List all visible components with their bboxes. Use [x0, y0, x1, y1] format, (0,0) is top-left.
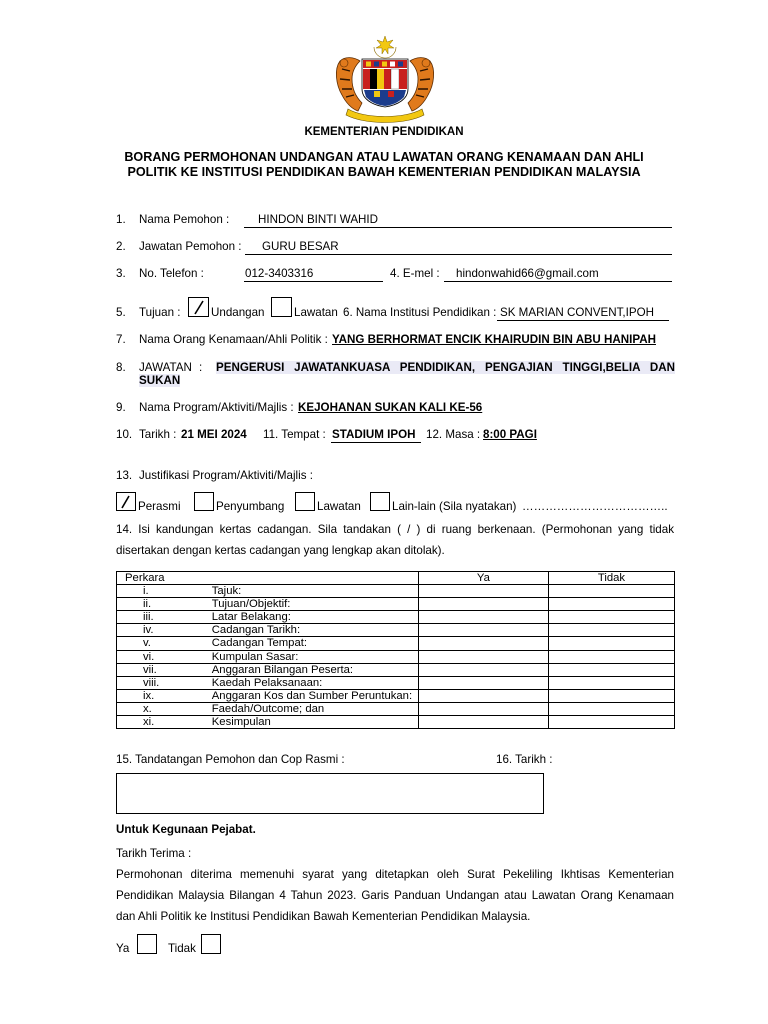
- field12-label: 12. Masa :: [426, 428, 481, 441]
- header-tidak: Tidak: [548, 572, 674, 585]
- office-tidak-checkbox[interactable]: [201, 934, 221, 954]
- tidak-cell[interactable]: [548, 624, 674, 637]
- row-item: Cadangan Tarikh:: [208, 624, 419, 637]
- date-received-label: Tarikh Terima :: [116, 847, 192, 860]
- field6-line: [497, 320, 669, 321]
- ministry-name: KEMENTERIAN PENDIDIKAN: [304, 126, 464, 138]
- row-number: iii.: [117, 611, 208, 624]
- undangan-label: Undangan: [211, 306, 265, 319]
- ya-cell[interactable]: [418, 650, 548, 663]
- vip-position-line1[interactable]: PENGERUSI JAWATANKUASA PENDIDIKAN, PENGAJIAN TINGGI,BELIA DAN: [216, 361, 675, 374]
- perasmi-checkbox[interactable]: [116, 492, 136, 511]
- office-use-heading: Untuk Kegunaan Pejabat.: [116, 823, 256, 836]
- table-row: [117, 624, 675, 637]
- table-row: [117, 663, 675, 676]
- header-perkara: Perkara: [117, 572, 419, 585]
- tidak-cell[interactable]: [548, 676, 674, 689]
- lawatan-justification-checkbox[interactable]: [295, 492, 315, 511]
- table-row: [117, 676, 675, 689]
- row-number: vii.: [117, 663, 208, 676]
- row-item: Kumpulan Sasar:: [208, 650, 419, 663]
- tidak-cell[interactable]: [548, 689, 674, 702]
- field3-label: No. Telefon :: [139, 267, 204, 280]
- field7-number: 7.: [116, 333, 126, 346]
- field4-line: [444, 281, 672, 282]
- field2-number: 2.: [116, 240, 126, 253]
- row-number: ii.: [117, 598, 208, 611]
- venue-value[interactable]: STADIUM IPOH: [332, 428, 416, 441]
- row-number: iv.: [117, 624, 208, 637]
- header-ya: Ya: [418, 572, 548, 585]
- ya-cell[interactable]: [418, 663, 548, 676]
- field7-label: Nama Orang Kenamaan/Ahli Politik :: [139, 333, 328, 346]
- row-number: i.: [117, 585, 208, 598]
- field10-label: Tarikh :: [139, 428, 177, 441]
- check-slash-icon: [189, 298, 208, 316]
- field1-line: [244, 227, 672, 228]
- office-ya-checkbox[interactable]: [137, 934, 157, 954]
- ya-cell[interactable]: [418, 585, 548, 598]
- table-row: [117, 585, 675, 598]
- row-number: xi.: [117, 716, 208, 729]
- ya-cell[interactable]: [418, 702, 548, 715]
- table-row: [117, 716, 675, 729]
- vip-position-line2[interactable]: SUKAN: [139, 374, 181, 387]
- ya-cell[interactable]: [418, 716, 548, 729]
- penyumbang-label: Penyumbang: [216, 500, 285, 513]
- tidak-cell[interactable]: [548, 702, 674, 715]
- field8-number: 8.: [116, 361, 126, 374]
- signature-date-label: 16. Tarikh :: [496, 753, 553, 766]
- row-item: Anggaran Kos dan Sumber Peruntukan:: [208, 689, 419, 702]
- field11-line: [331, 442, 421, 443]
- table-row: [117, 637, 675, 650]
- table-row: [117, 650, 675, 663]
- tidak-cell[interactable]: [548, 611, 674, 624]
- program-name-value[interactable]: KEJOHANAN SUKAN KALI KE-56: [298, 401, 483, 414]
- form-title-line2: POLITIK KE INSTITUSI PENDIDIKAN BAWAH KEMENTERIAN PENDIDIKAN MALAYSIA: [127, 165, 641, 179]
- row-item: Tajuk:: [208, 585, 419, 598]
- field2-line: [245, 254, 672, 255]
- form-title-line1: BORANG PERMOHONAN UNDANGAN ATAU LAWATAN ORANG KENAMAAN DAN AHLI: [124, 150, 644, 164]
- crest-left-tiger: [336, 58, 362, 111]
- email-value[interactable]: hindonwahid66@gmail.com: [456, 267, 599, 280]
- field13-label: Justifikasi Program/Aktiviti/Majlis :: [139, 469, 313, 482]
- row-item: Kaedah Pelaksanaan:: [208, 676, 419, 689]
- row-item: Anggaran Bilangan Peserta:: [208, 663, 419, 676]
- field3-line: [244, 281, 383, 282]
- crest-shield: [362, 59, 408, 107]
- office-tidak-label: Tidak: [168, 942, 196, 955]
- field1-label: Nama Pemohon :: [139, 213, 230, 226]
- tidak-cell[interactable]: [548, 585, 674, 598]
- row-number: x.: [117, 702, 208, 715]
- ya-cell[interactable]: [418, 637, 548, 650]
- field5-label: Tujuan :: [139, 306, 181, 319]
- row-item: Tujuan/Objektif:: [208, 598, 419, 611]
- row-number: v.: [117, 637, 208, 650]
- lawatan-label: Lawatan: [294, 306, 338, 319]
- crest-star-crescent: [374, 36, 396, 58]
- crest-right-tiger: [408, 58, 434, 111]
- table-row: [117, 702, 675, 715]
- proposal-contents-table: [116, 571, 675, 729]
- row-item: Cadangan Tempat:: [208, 637, 419, 650]
- table-row: [117, 598, 675, 611]
- office-ya-label: Ya: [116, 942, 130, 955]
- field5-number: 5.: [116, 306, 126, 319]
- field11-label: 11. Tempat :: [263, 428, 326, 441]
- ya-cell[interactable]: [418, 611, 548, 624]
- row-item: Latar Belakang:: [208, 611, 419, 624]
- tidak-cell[interactable]: [548, 716, 674, 729]
- tidak-cell[interactable]: [548, 598, 674, 611]
- tidak-cell[interactable]: [548, 650, 674, 663]
- field9-number: 9.: [116, 401, 126, 414]
- field1-number: 1.: [116, 213, 126, 226]
- date-value[interactable]: 21 MEI 2024: [181, 428, 247, 441]
- row-item: Faedah/Outcome; dan: [208, 702, 419, 715]
- field6-label: 6. Nama Institusi Pendidikan :: [343, 306, 497, 319]
- field9-label: Nama Program/Aktiviti/Majlis :: [139, 401, 294, 414]
- signature-label: 15. Tandatangan Pemohon dan Cop Rasmi :: [116, 753, 345, 766]
- field13-number: 13.: [116, 469, 133, 482]
- vip-name-value[interactable]: YANG BERHORMAT ENCIK KHAIRUDIN BIN ABU HANIPAH: [332, 333, 656, 346]
- applicant-name-value[interactable]: HINDON BINTI WAHID: [258, 213, 379, 226]
- lawatan-checkbox[interactable]: [271, 297, 292, 317]
- check-slash-icon: [117, 493, 135, 510]
- table-row: [117, 611, 675, 624]
- row-item: Kesimpulan: [208, 716, 419, 729]
- penyumbang-checkbox[interactable]: [194, 492, 214, 511]
- tidak-cell[interactable]: [548, 663, 674, 676]
- ya-cell[interactable]: [418, 624, 548, 637]
- ya-cell[interactable]: [418, 676, 548, 689]
- lawatan-justification-label: Lawatan: [317, 500, 361, 513]
- row-number: ix.: [117, 689, 208, 702]
- table-header-row: [117, 572, 675, 585]
- undangan-checkbox[interactable]: [188, 297, 209, 317]
- row-number: vi.: [117, 650, 208, 663]
- perasmi-label: Perasmi: [138, 500, 181, 513]
- field3-number: 3.: [116, 267, 126, 280]
- form-title: [0, 150, 768, 180]
- field4-label: 4. E-mel :: [390, 267, 440, 280]
- tidak-cell[interactable]: [548, 637, 674, 650]
- applicant-position-value[interactable]: GURU BESAR: [262, 240, 339, 253]
- field14-instructions: 14. Isi kandungan kertas cadangan. Sila tandakan ( / ) di ruang berkenaan. (Permohonan yang tidak disertakan dengan kertas cadangan yang lengkap akan ditolak).: [116, 523, 674, 557]
- field8-label: JAWATAN :: [139, 361, 203, 374]
- lain-lain-dots[interactable]: ………………………………..: [522, 500, 668, 513]
- phone-value[interactable]: 012-3403316: [245, 267, 314, 280]
- institution-value[interactable]: SK MARIAN CONVENT,IPOH: [500, 306, 654, 319]
- row-number: viii.: [117, 676, 208, 689]
- field10-number: 10.: [116, 428, 133, 441]
- ya-cell[interactable]: [418, 689, 548, 702]
- office-statement: Permohonan diterima memenuhi syarat yang ditetapkan oleh Surat Pekeliling Ikhtisas Kementerian Pendidikan Malaysia Bilangan 4 Tahun 2023. Garis Panduan Undangan atau Lawatan Orang Kenamaan dan Ahli Politik ke Institusi Pendidikan Bawah Kementerian Pendidikan Malaysia.: [116, 868, 674, 923]
- lain-lain-label: Lain-lain (Sila nyatakan): [392, 500, 517, 513]
- coat-of-arms-emblem: [330, 33, 440, 123]
- field2-label: Jawatan Pemohon :: [139, 240, 242, 253]
- table-row: [117, 689, 675, 702]
- lain-lain-checkbox[interactable]: [370, 492, 390, 511]
- signature-box[interactable]: [116, 773, 544, 814]
- time-value[interactable]: 8:00 PAGI: [483, 428, 537, 441]
- ya-cell[interactable]: [418, 598, 548, 611]
